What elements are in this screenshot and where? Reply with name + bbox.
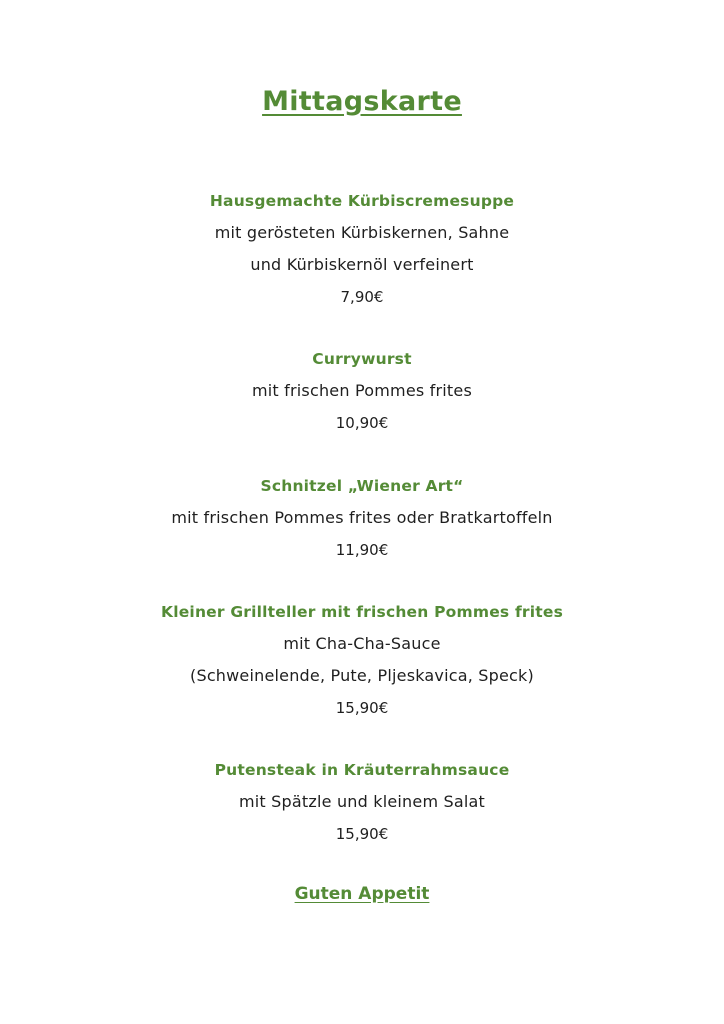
dish-description: mit Cha-Cha-Sauce — [283, 634, 441, 653]
dish-name: Hausgemachte Kürbiscremesuppe — [209, 192, 515, 210]
dish-description: mit Spätzle und kleinem Salat — [238, 792, 486, 811]
dish-name: Schnitzel „Wiener Art“ — [260, 477, 464, 495]
dish-name: Currywurst — [312, 350, 412, 368]
dish-description: mit frischen Pommes frites — [251, 381, 472, 400]
dish-item — [0, 470, 724, 566]
closing-greeting: Guten Appetit — [294, 884, 430, 904]
menu-title: Mittagskarte — [262, 86, 462, 117]
dish-name: Putensteak in Kräuterrahmsauce — [214, 761, 510, 779]
dish-price: 7,90€ — [340, 288, 384, 306]
dish-item — [0, 754, 724, 850]
dish-description: und Kürbiskernöl verfeinert — [250, 255, 474, 274]
dish-price: 11,90€ — [335, 541, 389, 559]
dish-price: 15,90€ — [335, 699, 389, 717]
dish-description: mit frischen Pommes frites oder Bratkartoffeln — [171, 508, 553, 527]
dish-item — [0, 596, 724, 724]
dish-price: 15,90€ — [335, 825, 389, 843]
dish-description: (Schweinelende, Pute, Pljeskavica, Speck) — [190, 666, 534, 685]
dish-description: mit gerösteten Kürbiskernen, Sahne — [214, 223, 510, 242]
dish-item — [0, 343, 724, 439]
dish-name: Kleiner Grillteller mit frischen Pommes frites — [161, 603, 563, 621]
dish-item — [0, 185, 724, 313]
dish-price: 10,90€ — [335, 414, 389, 432]
